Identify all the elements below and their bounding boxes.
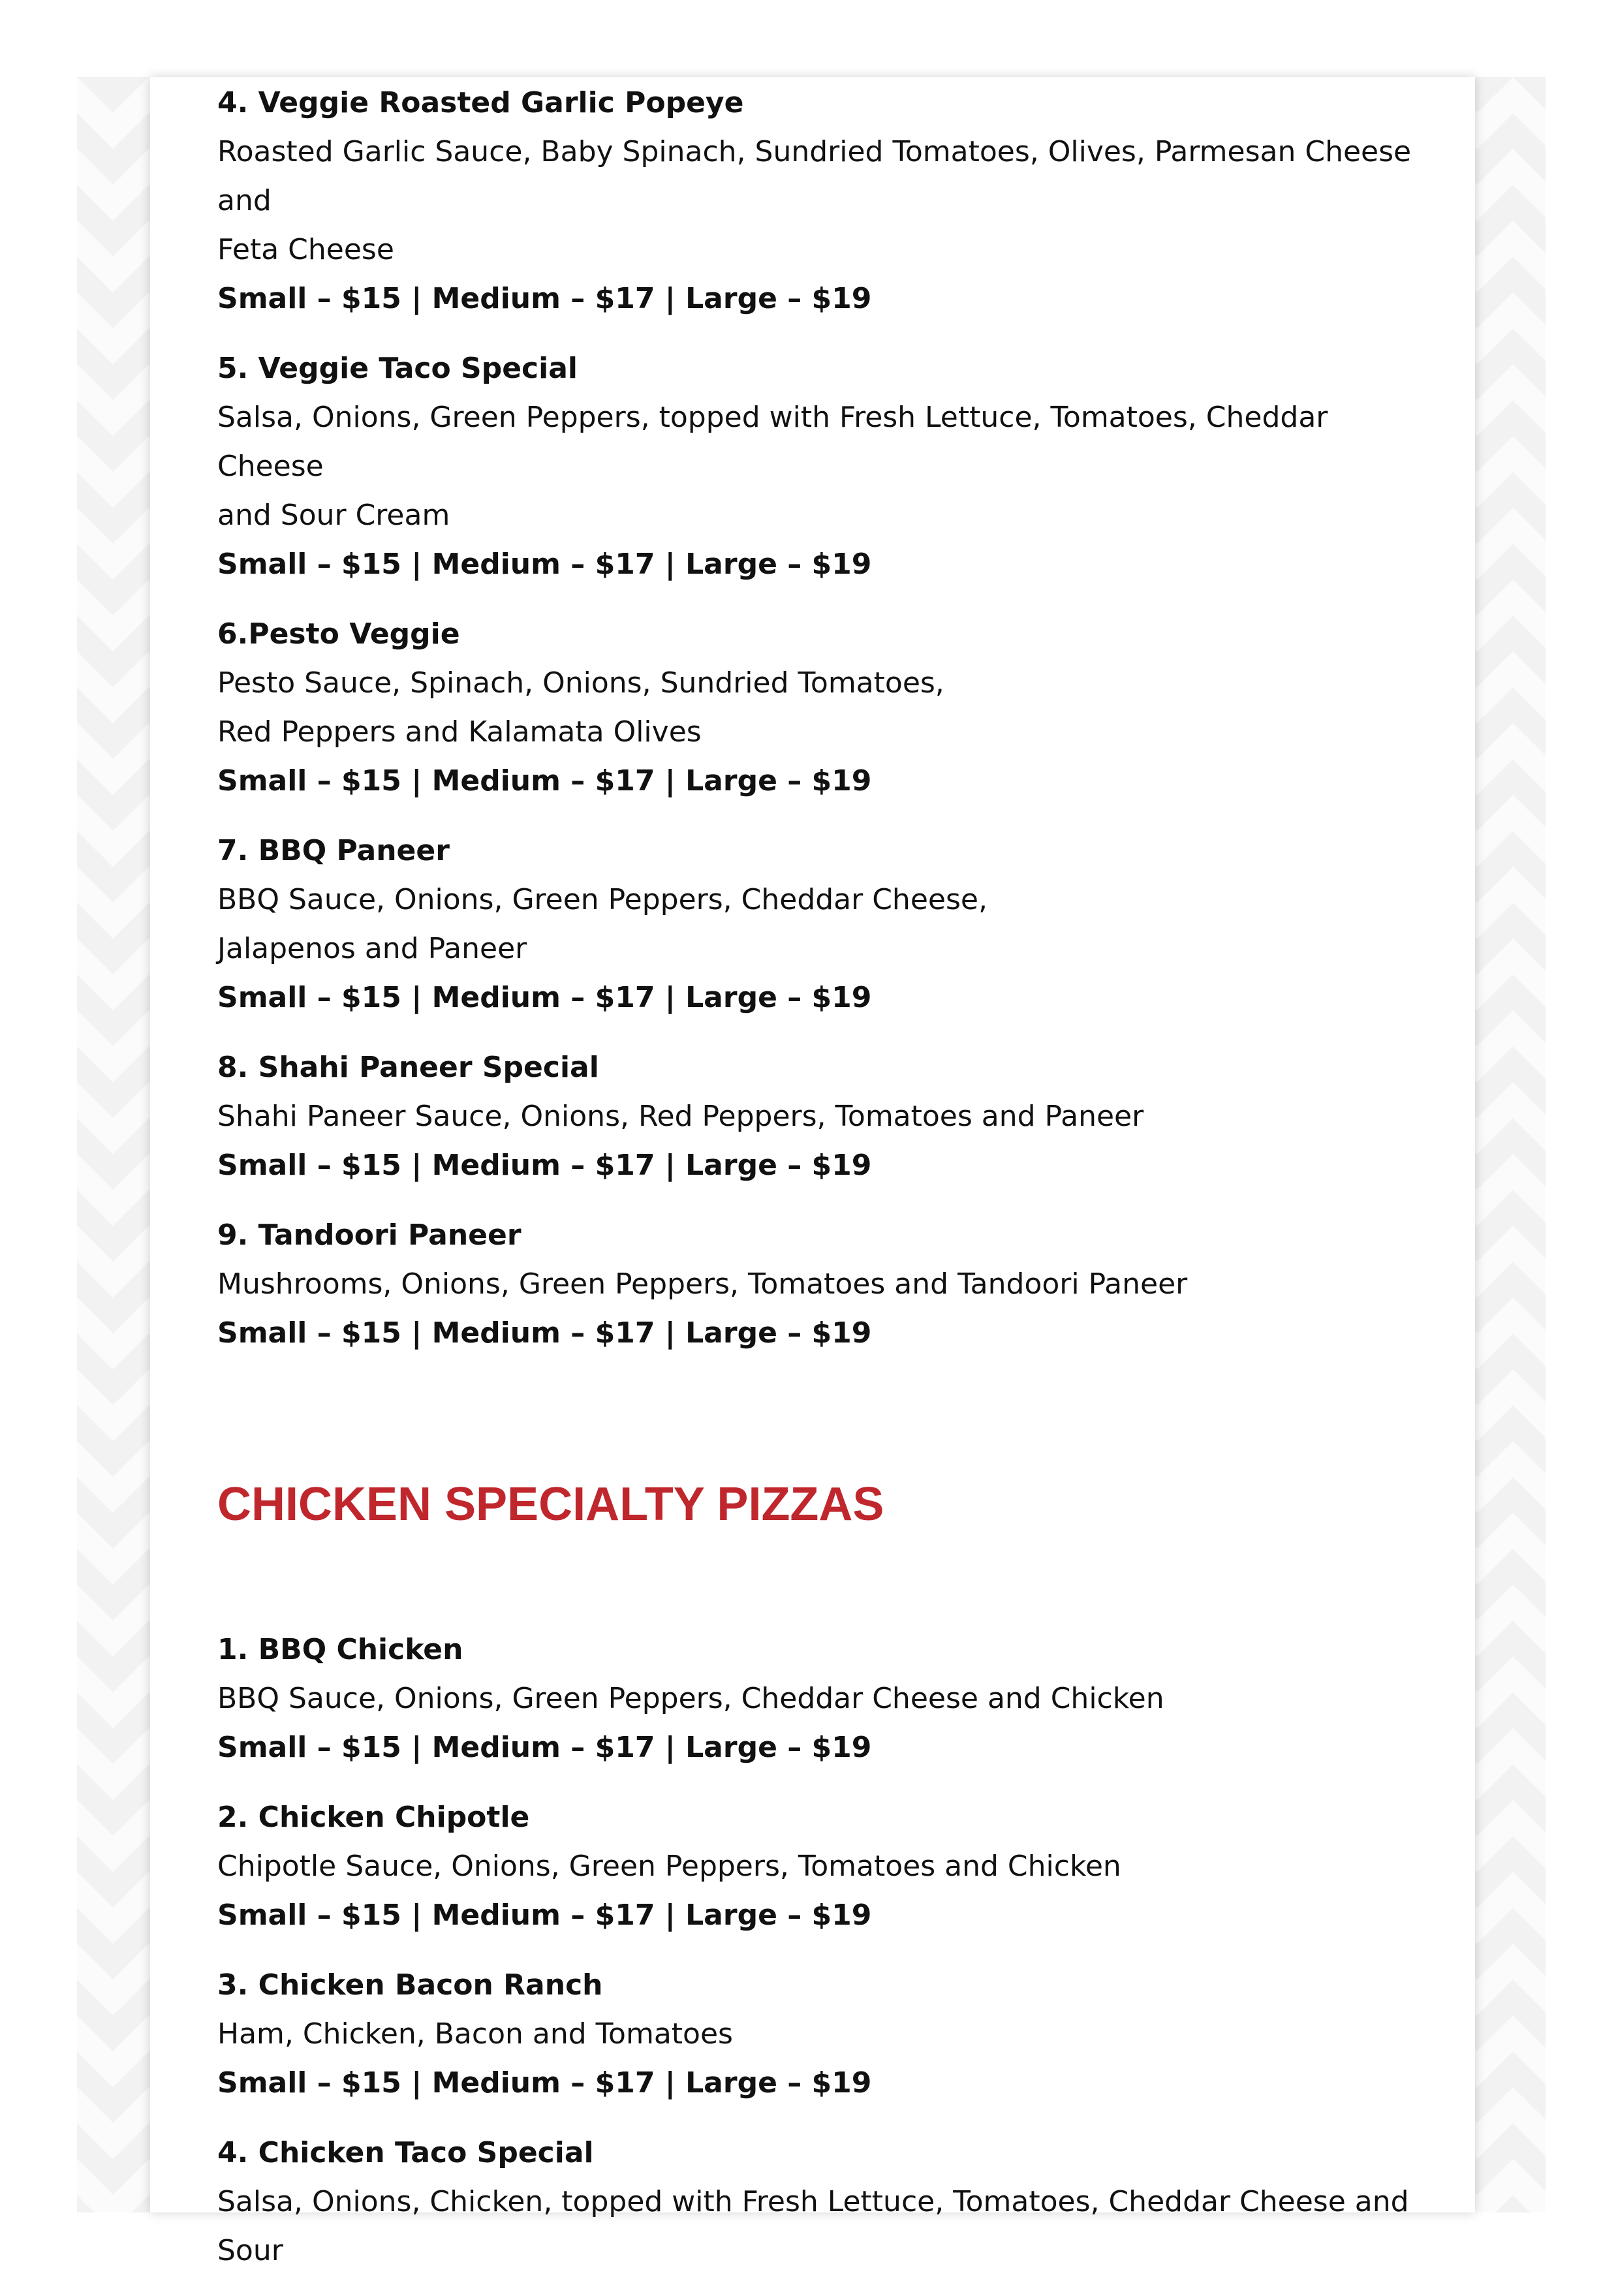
menu-item-description: Roasted Garlic Sauce, Baby Spinach, Sundried Tomatoes, Olives, Parmesan Cheese and — [217, 135, 1412, 217]
menu-item-name: 9. Tandoori Paneer — [217, 1218, 521, 1252]
menu-item-description: Pesto Sauce, Spinach, Onions, Sundried Tomatoes, — [217, 666, 944, 700]
menu-item-price: Small – $15 | Medium – $17 | Large – $19 — [217, 1316, 872, 1350]
menu-item-description: Red Peppers and Kalamata Olives — [217, 715, 702, 749]
menu-item-name: 4. Chicken Taco Special — [217, 2136, 594, 2169]
veggie-pizza-list — [217, 78, 1412, 1357]
menu-item-description: BBQ Sauce, Onions, Green Peppers, Cheddar Cheese and Chicken — [217, 1682, 1164, 1715]
menu-item — [217, 78, 1412, 323]
menu-item-description: Ham, Chicken, Bacon and Tomatoes — [217, 2017, 733, 2051]
menu-item — [217, 1793, 1412, 1940]
menu-item-price: Small – $15 | Medium – $17 | Large – $19 — [217, 981, 872, 1014]
menu-item-name: 8. Shahi Paneer Special — [217, 1051, 599, 1084]
menu-item-name: 2. Chicken Chipotle — [217, 1801, 530, 1834]
menu-item-price: Small – $15 | Medium – $17 | Large – $19 — [217, 1149, 872, 1182]
menu-item-name: 4. Veggie Roasted Garlic Popeye — [217, 86, 744, 119]
menu-item-description: Salsa, Onions, Chicken, topped with Fresh Lettuce, Tomatoes, Cheddar Cheese and Sour — [217, 2185, 1409, 2267]
menu-item-price: Small – $15 | Medium – $17 | Large – $19 — [217, 548, 872, 581]
menu-item-name: 3. Chicken Bacon Ranch — [217, 1968, 603, 2002]
menu-item-price: Small – $15 | Medium – $17 | Large – $19 — [217, 764, 872, 798]
menu-item — [217, 1961, 1412, 2107]
menu-item-name: 5. Veggie Taco Special — [217, 352, 578, 385]
menu-item — [217, 2128, 1412, 2275]
menu-item-description: Shahi Paneer Sauce, Onions, Red Peppers, Tomatoes and Paneer — [217, 1100, 1144, 1133]
menu-item-description: Salsa, Onions, Green Peppers, topped with Fresh Lettuce, Tomatoes, Cheddar Cheese — [217, 401, 1328, 483]
menu-item-description: Chipotle Sauce, Onions, Green Peppers, Tomatoes and Chicken — [217, 1850, 1121, 1883]
menu-item — [217, 1625, 1412, 1772]
menu-item-description: Mushrooms, Onions, Green Peppers, Tomatoes and Tandoori Paneer — [217, 1267, 1188, 1301]
menu-item-name: 1. BBQ Chicken — [217, 1633, 463, 1666]
menu-item-price: Small – $15 | Medium – $17 | Large – $19 — [217, 282, 872, 315]
menu-item-price: Small – $15 | Medium – $17 | Large – $19 — [217, 1899, 872, 1932]
menu-item-name: 7. BBQ Paneer — [217, 834, 450, 867]
menu-item — [217, 344, 1412, 589]
menu-item-name: 6.Pesto Veggie — [217, 617, 460, 651]
menu-item — [217, 826, 1412, 1022]
menu-item-description: Feta Cheese — [217, 233, 394, 266]
chicken-pizza-list — [217, 1625, 1412, 2275]
menu-item-description: Jalapenos and Paneer — [217, 932, 527, 965]
section-title-chicken-specialty: CHICKEN SPECIALTY PIZZAS — [217, 1478, 884, 1530]
menu-item-price: Small – $15 | Medium – $17 | Large – $19 — [217, 2066, 872, 2100]
menu-item — [217, 1211, 1412, 1357]
menu-content — [217, 78, 1412, 2296]
menu-item-description: and Sour Cream — [217, 499, 450, 532]
menu-item — [217, 610, 1412, 805]
menu-item-description: BBQ Sauce, Onions, Green Peppers, Cheddar Cheese, — [217, 883, 988, 916]
menu-item-price: Small – $15 | Medium – $17 | Large – $19 — [217, 1731, 872, 1764]
menu-item — [217, 1043, 1412, 1190]
